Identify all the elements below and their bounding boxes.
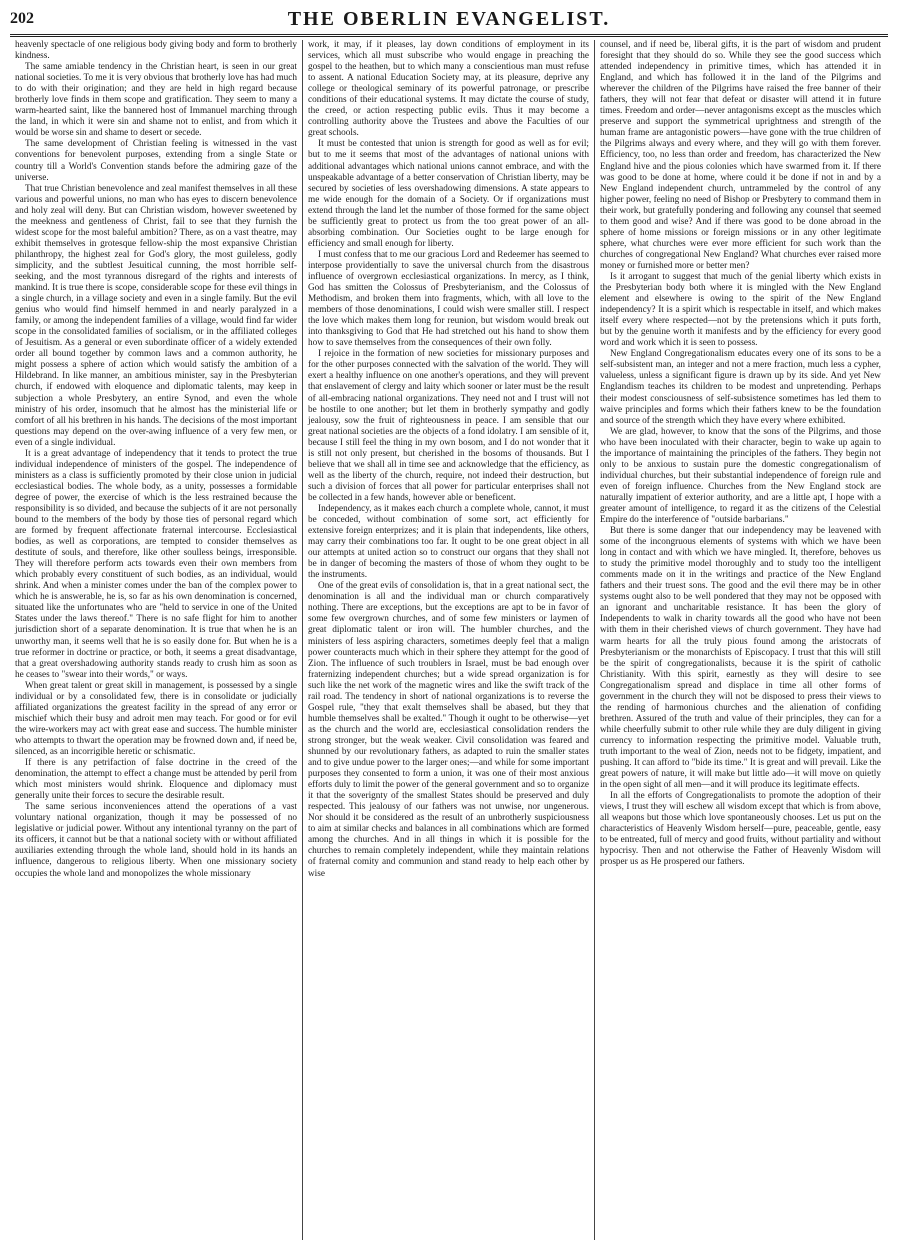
paragraph: work, it may, if it pleases, lay down conditions of employment in its services, which all must subscribe who would engage in preaching the gospel to the heathen, but to which many a conscientious man must refuse to assent. A national Education Society may, at its pleasure, deprive any college or theological seminary of its powerful patronage, or prescribe conditions of their educational systems. It may dictate the course of study, the creed, or action respecting public evils. Thus it may become a controlling authority above the Trustees and above the Faculties of our great schools. bbox=[308, 40, 589, 139]
article-columns bbox=[10, 40, 888, 1240]
page-header bbox=[10, 6, 888, 37]
paragraph: Is it arrogant to suggest that much of the genial liberty which exists in the Presbyterian body both where it is mingled with the New England element and elsewhere is owing to the spirit of the New England independency? It is a spirit which is respectable in itself, and which makes itself every where respected—not by the pretensions which it puts forth, but by the genuine worth it manifests and by the efficiency for every good word and work which it is seen to possess. bbox=[600, 271, 881, 349]
paragraph: heavenly spectacle of one religious body giving body and form to brotherly kindness. bbox=[15, 40, 297, 62]
paragraph: The same development of Christian feeling is witnessed in the vast conventions for benevolent purposes, extending from a single State or country till a World's Convention stands before the admiring gaze of the universe. bbox=[15, 139, 297, 183]
paragraph: In all the efforts of Congregationalists to promote the adoption of their views, I trust they will eschew all wisdom except that which is from above, all weapons but those which love spontaneously chooses. Let us put on the characteristics of Heavenly Wisdom herself—pure, peaceable, gentle, easy to be entreated, full of mercy and good fruits, without partiality and without hypocrisy. Then and not otherwise the Father of Heavenly Wisdom will prosper us as He prospered our fathers. bbox=[600, 791, 881, 868]
paragraph: One of the great evils of consolidation is, that in a great national sect, the denomination is all and the individual man or church comparatively nothing. There are exceptions, but the exceptions are apt to be in favor of some few overgrown churches, and of some few ministers or laymen of great diplomatic talent or iron will. The humbler churches, and the ministers of less aspiring characters, sometimes deeply feel that a malign power counteracts much which in their sphere they attempt for the good of Zion. The influence of such troublers in Israel, must be bad enough over fraternizing independent churches; but a wide spread organization is for such like the net work of the magnetic wires and like the swift track of the rail road. The tendency in short of national organizations is to reverse the Gospel rule, "they that exalt themselves shall be abased, but they that humble themselves shall be exalted." Though it ought to be otherwise—yet as the church and the world are, ecclesiastical consolidation renders the strong stronger, but the weak weaker. Civil consolidation was feared and shunned by our revolutionary fathers, as adapted to ruin the smaller states and to give undue power to the larger ones;—and while for some important purposes they consented to form a union, it was one of their most anxious efforts duly to limit the power of the general government and so to organize it that the soverignty of the smallest States should be preserved and duly respected. This jealousy of our fathers was not unwise, nor ungenerous. Nor should it be considered as the result of an unbrotherly suspiciousness to aim at similar checks and balances in all combinations which are formed among the churches. And in all things in which it is possible for the churches to remain completely independent, while they maintain relations of fraternal comity and communion and stand ready to help each other by wise bbox=[308, 581, 589, 879]
column-3 bbox=[594, 40, 886, 1240]
paragraph: I rejoice in the formation of new societies for missionary purposes and for the other purposes connected with the salvation of the world. They will exert a healthy influence on one another's operations, and they will prevent that enslavement of clergy and laity which sooner or later must be the result of all-embracing national organizations. They need not and I trust will not be hostile to one another; but let them in brotherly sympathy and godly jealousy, sow the fruit of righteousness in peace. I am sensible that our great national societies are the objects of a fond idolatry. I am sensible of it, because I still feel the thing in my own bosom, and I do not wonder that it is still not only present, but cherished in the bosoms of thousands. But I believe that we shall all in time see and acknowledge that the efficiency, as well as the liberty of the church, require, not indeed their destruction, but such a division of forces that all power for particular enterprises shall not be collected in a few hands, however able or beneficent. bbox=[308, 349, 589, 503]
page-number: 202 bbox=[10, 10, 34, 27]
newspaper-page bbox=[10, 6, 888, 1242]
paragraph: The same serious inconveniences attend the operations of a vast voluntary national organization, though it may be possessed of no legislative or judicial power. Without any intentional tyranny on the part of its officers, it cannot but be that a national society with or without affiliated auxiliaries extending through the whole land, should hold in its hands an influence, dangerous to religious liberty. When one missionary society occupies the whole land and monopolizes the whole missionary bbox=[15, 802, 297, 879]
paragraph: But there is some danger that our independency may be leavened with some of the incongruous elements of systems with which we have been long in contact and with which we have mingled. It, therefore, behoves us to study the primitive model thoroughly and to study too the intelligent comments made on it in the writings and practice of the New England fathers and their truest sons. The good and the evil there may be in other systems ought also to be well pondered that they may not be opposed with an ignorant and uncharitable resistance. It has been the glory of Independents to walk in charity towards all the good who have not been with them in their cherished views of church government. They have had warm hearts for all the truly pious found among the aristocrats of Presbyterianism or the monarchists of Episcopacy. I trust that this will still be the spirit of congregationalists, because it is the spirit of catholic Christianity. With this spirit, earnestly as they will desire to see Congregationalism spread and displace in time all other forms of government in the church they will not be disposed to press their views to the rending of harmonious churches and the alienation of confiding brethren. Assured of the truth and value of their principles, they can for a while cheerfully submit to other rule while they are duly diligent in giving currency to information respecting the primitive model. Valuable truth, truth important to the weal of Zion, needs not to be fidgety, impatient, and pushing. It can afford to "bide its time." It is great and will prevail. Like the great powers of nature, it will make but little ado—it will move on quietly in the open sight of all men—and it will produce its legitimate effects. bbox=[600, 526, 881, 791]
paragraph: That true Christian benevolence and zeal manifest themselves in all these various and powerful unions, no man who has eyes to discern benevolence and holy zeal will deny. But can Christian wisdom, however sweetened by the meekness and gentleness of Christ, fail to see that they furnish the widest scope for the most baleful ambition? There, as on a vast theatre, may exhibit themselves in grotesque fellow-ship the most expansive Christian philanthropy, the highest zeal for God's glory, the most guileless, godly simplicity, and the subtlest Jesuitical cunning, the most horrible self-seeking, and the most tyrannous disregard of the rights and interests of mankind. It is true there is scope, considerable scope for these evil things in a single church, in a village society and even in a single family. But the evil genius who would find himself hemmed in and nearly paralyzed in a family, or among the independent families of a village, would find far wider scope in the consolidated families of socialism, or in the affiliated colleges of Jesuitism. As a general or even subordinate officer of a widely extended order all bound together by common laws and a common authority, he might possess a sphere of action which would satisfy the ambition of a Hildebrand. In like manner, an ambitious minister, say in the Presbyterian church, if endowed with eloquence and diplomatic talents, may keep in subjection a whole Presbytery, an entire Synod, and even the whole ministry of his order, insomuch that he almost has the ministerial life or comfort of all his brethren in his hands. The decisions of the most important questions may depend on the over-awing influence of a very few men, or even of a single individual. bbox=[15, 183, 297, 448]
paragraph: New England Congregationalism educates every one of its sons to be a self-subsistent man, an integer and not a mere fraction, much less a cypher, valueless, unless a significant figure is drawn up by its side. And yet New Englandism teaches its children to be modest and unpretending. Perhaps their modest consciousness of self-subsistence sometimes has led them to waive principles and forms which their fathers knew to be the foundation and source of the strength which they have every where exhibited. bbox=[600, 349, 881, 426]
paragraph: counsel, and if need be, liberal gifts, it is the part of wisdom and prudent foresight that they should do so. While they see the good success which attended independency in primitive times, which has attended it in England, and which has followed it in the land of the Pilgrims and wherever the children of the Pilgrims have raised the free banner of their fathers, they will not fear that defeat or disaster will attend it in future times. Freedom and order—never antagonisms except as the muscles which preserve and support the symmetrical uprightness and strength of the human frame are antagonistic powers—have gone with the true children of the Pilgrims always and every where, and they will go with them forever. Efficiency, too, no less than order and freedom, has characterized the New England hive and the pious colonies which have swarmed from it. If there was good to be done at home, where could it be done if not in and by a New England independent church, untrammeled by the control of any higher power, feeling no need of Bishop or Presbytery to command them in their work, but gratefully pondering and following any counsel that seemed to them good and wise? And if there was good to be done abroad in the sphere of home missions or foreign missions or in any other legitimate sphere, what churches were ever more efficient for such work than the churches of congregational New England? What churches ever raised more money or furnished more or better men? bbox=[600, 40, 881, 271]
paragraph: It must be contested that union is strength for good as well as for evil; but to me it seems that most of the advantages of national unions with additional advantages which national unions cannot embrace, and with the unspeakable advantage of a better conservation of Christian liberty, may be secured by societies of less overshadowing dimensions. A state appears to me wide enough for the domain of a Society. Or if organizations must extend through the land let the number of those formed for the same object be sufficiently great to protect us from the too great power of an all-absorbing combination. Our Societies ought to be large enough for efficiency and small enough for liberty. bbox=[308, 139, 589, 249]
paragraph: Independency, as it makes each church a complete whole, cannot, it must be conceded, without combination of some sort, act efficiently for extensive foreign enterprizes; and it is plain that independents, like others, may carry their combinations too far. It ought to be one great object in all our attempts at united action so to construct our organs that they shall not be in danger of becoming the masters of those of whom they ought to be the instruments. bbox=[308, 503, 589, 581]
column-2 bbox=[302, 40, 594, 1240]
paragraph: When great talent or great skill in management, is possessed by a single individual or by a consolidated few, there is in consolidate or judicially affiliated organizations the greatest facility in the spread of any error or mischief which their busy and adroit men may teach. For good or for evil the wire-workers may act with great ease and success. The humble minister who attempts to thwart the operation may be frowned down and, if need be, silenced, as an incorrigible heretic or schismatic. bbox=[15, 680, 297, 757]
paragraph: I must confess that to me our gracious Lord and Redeemer has seemed to interpose providentially to save the universal church from the disastrous influence of overgrown ecclesiastical organizations. In mercy, as I think, God has smitten the Colossus of Presbyterianism, and the Colossus of Methodism, and broken them into fragments, which, with all love to the members of those denominations, I could wish were smaller still. I respect the love which makes them long for reunion, but wisdom would break out into thanksgiving to God that He had stretched out his hand to show them how to save themselves from the consequences of their own folly. bbox=[308, 249, 589, 349]
paragraph: The same amiable tendency in the Christian heart, is seen in our great national societies. To me it is very obvious that brotherly love has had much to do with their origination; and they are held in high regard because brotherly love finds in them scope and gratification. They seem to many a warm-hearted saint, like the bannered host of Immanuel marching through the land, in which it were sin and shame not to enlist, and from which it would be worse sin and shame to desert or secede. bbox=[15, 62, 297, 139]
column-1 bbox=[10, 40, 302, 1240]
paragraph: If there is any petrifaction of false doctrine in the creed of the denomination, the attempt to effect a change must be attended by peril from which most ministers would shrink. Eloquence and diplomacy must generally unite their forces to secure the desirable result. bbox=[15, 758, 297, 802]
paragraph: It is a great advantage of independency that it tends to protect the true individual independence of ministers of the gospel. The independence of ministers as a class is sufficiently promoted by their close union in judicial ecclesiastical bodies. The whole body, as a unity, possesses a formidable degree of power, the exercise of which is the less restrained because the responsibility is so divided, and because the subjects of it are not personally bound to the members of the body by those ties of personal regard which are formed by frequent affectionate fraternal intercourse. Ecclesiastical bodies, as well as corporations, are tempted to consider themselves as destitute of souls, and therefore, like other soulless beings, irresponsible. They will therefore perform acts towards even their own members from which probably every constituent of such bodies, as an individual, would shrink. And when a minister comes under the ban of the complex power to which he is answerable, he is, so far as his own denomination is concerned, situated like the unfortunates who are "held to service in one of the United States under the laws thereof." There is no safe flight for him to another jurisdiction short of a separate denomination. It is true that when he is an unworthy man, it seems well that he is so easily done for. But when he is a true reformer in doctrine or practice, or both, it seems a great disadvantage, that a great overshadowing authority stands ready to crush him as soon as he ceases to "swear into their words," or ways. bbox=[15, 448, 297, 680]
journal-title: THE OBERLIN EVANGELIST. bbox=[287, 8, 611, 30]
paragraph: We are glad, however, to know that the sons of the Pilgrims, and those who have been inoculated with their character, begin to wake up again to the importance of maintaining the principles of the fathers. They begin not only to be anxious to sustain pure the domestic congregationalism of individual churches, but their substantial independence of foreign rule and even of foreign influence. Churches from the New England stock are naturally impatient of exterior authority, and are a little apt, I hope with a greater amount of intelligence, to regard it as the citizens of the Celestial Empire do the interference of "outside barbarians." bbox=[600, 426, 881, 526]
